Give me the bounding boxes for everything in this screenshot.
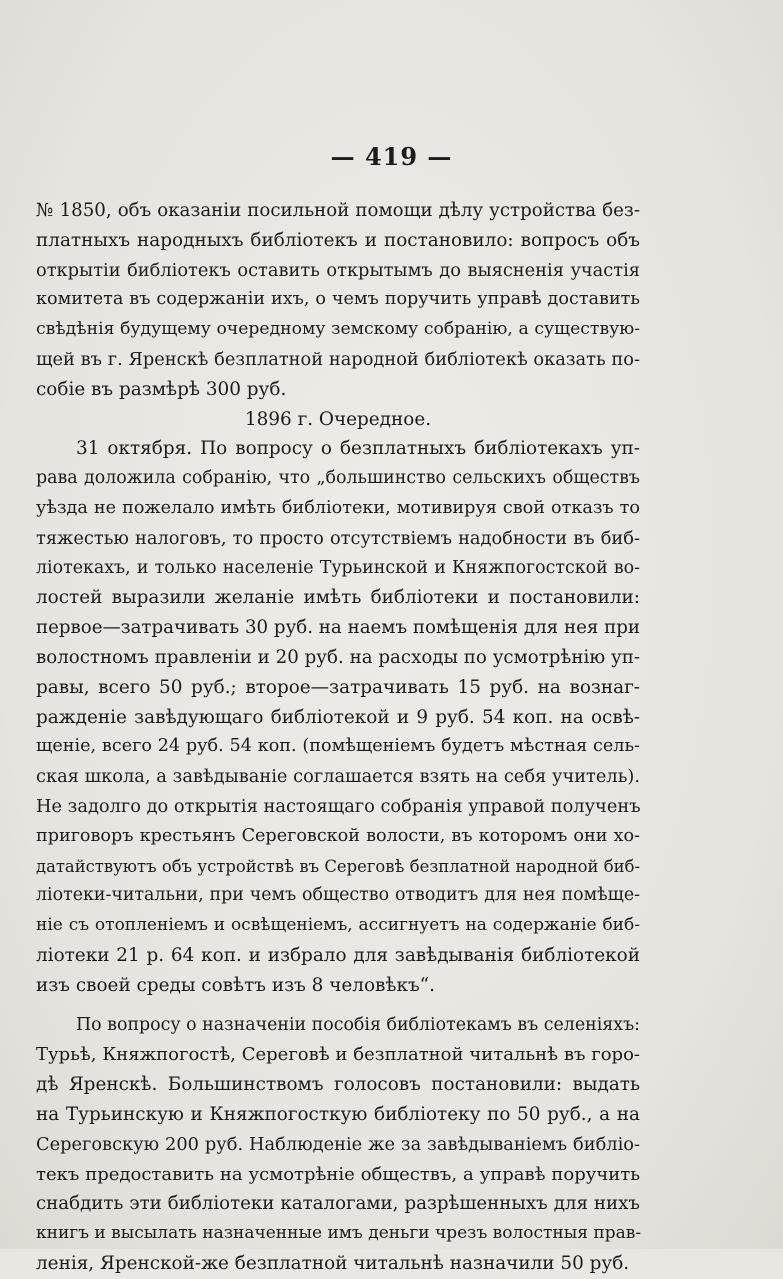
text-line: изъ своей среды совѣтъ изъ 8 человѣкъ“. bbox=[36, 974, 435, 996]
body-text bbox=[36, 196, 640, 1279]
text-line: щей въ г. Яренскѣ безплатной народной библіотекѣ оказать по- bbox=[36, 348, 640, 370]
text-line: № 1850, объ оказаніи посильной помощи дѣлу устройства без- bbox=[36, 200, 640, 221]
text-line: ніе съ отопленіемъ и освѣщеніемъ, ассигнуетъ на содержаніе биб- bbox=[36, 915, 640, 936]
section-heading: 1896 г. Очередное. bbox=[244, 408, 432, 430]
text-line: По вопросу о назначеніи пособія библіотекамъ въ селеніяхъ: bbox=[76, 1014, 640, 1035]
text-line: лостей выразили желаніе имѣть библіотеки и постановили: bbox=[36, 587, 640, 609]
text-line: Не задолго до открытія настоящаго собранія управой полученъ bbox=[36, 795, 641, 817]
text-line: на Турьинскую и Княжпогосткую библіотеку по 50 руб., а на bbox=[36, 1103, 640, 1125]
text-line: свѣдѣнія будущему очередному земскому собранію, а существую- bbox=[36, 319, 640, 340]
text-line: платныхъ народныхъ библіотекъ и постановило: вопросъ объ bbox=[36, 229, 640, 251]
text-line: тяжестью налоговъ, то просто отсутствіемъ надобности въ биб- bbox=[36, 527, 640, 549]
text-line: текъ предоставить на усмотрѣніе обществъ, а управѣ поручить bbox=[36, 1163, 640, 1185]
text-line: дѣ Яренскѣ. Большинствомъ голосовъ постановили: выдать bbox=[36, 1074, 640, 1096]
text-line: снабдить эти библіотеки каталогами, разрѣшенныхъ для нихъ bbox=[36, 1193, 640, 1215]
text-line: датайствуютъ объ устройствѣ въ Сереговѣ безплатной народной биб- bbox=[36, 856, 640, 876]
text-line: открытіи библіотекъ оставить открытымъ до выясненія участія bbox=[36, 259, 640, 281]
text-line: первое—затрачивать 30 руб. на наемъ помѣщенія для нея при bbox=[36, 617, 640, 639]
text-line: комитета въ содержаніи ихъ, о чемъ поручить управѣ доставить bbox=[36, 289, 640, 310]
text-line: книгъ и высылать назначенные имъ деньги чрезъ волостныя прав- bbox=[36, 1223, 642, 1244]
text-line: уѣзда не пожелало имѣть библіотеки, мотивируя свой отказъ то bbox=[36, 497, 640, 518]
text-line: щеніе, всего 24 руб. 54 коп. (помѣщеніемъ будетъ мѣстная сель- bbox=[36, 736, 640, 757]
text-line: рава доложила собранію, что „большинство сельскихъ обществъ bbox=[36, 468, 640, 489]
text-line: ліотеки-читальни, при чемъ общество отводитъ для нея помѣще- bbox=[36, 885, 640, 906]
text-line: ліотеки 21 р. 64 коп. и избрало для завѣдыванія библіотекой bbox=[36, 944, 640, 966]
text-line: волостномъ правленіи и 20 руб. на расходы по усмотрѣнію уп- bbox=[36, 646, 640, 668]
text-line: равы, всего 50 руб.; второе—затрачивать 15 руб. на вознаг- bbox=[36, 676, 640, 698]
text-line: ская школа, а завѣдываніе соглашается взять на себя учитель). bbox=[36, 766, 640, 788]
text-line: ленія, Яренской-же безплатной читальнѣ назначили 50 руб. bbox=[36, 1252, 630, 1274]
text-line: Сереговскую 200 руб. Наблюденіе же за завѣдываніемъ библіо- bbox=[36, 1133, 640, 1155]
text-line: собіе въ размѣрѣ 300 руб. bbox=[36, 378, 287, 400]
text-line: ражденіе завѣдующаго библіотекой и 9 руб. 54 коп. на освѣ- bbox=[36, 706, 640, 728]
page-number: — 419 — bbox=[330, 142, 453, 171]
text-line: ліотекахъ, и только населеніе Турьинской и Княжпогостской во- bbox=[36, 557, 640, 578]
text-line: Турьѣ, Княжпогостѣ, Сереговѣ и безплатной читальнѣ въ горо- bbox=[36, 1044, 640, 1066]
text-line: приговоръ крестьянъ Сереговской волости, въ которомъ они хо- bbox=[36, 825, 640, 846]
text-line: 31 октября. По вопросу о безплатныхъ библіотекахъ уп- bbox=[76, 438, 640, 460]
